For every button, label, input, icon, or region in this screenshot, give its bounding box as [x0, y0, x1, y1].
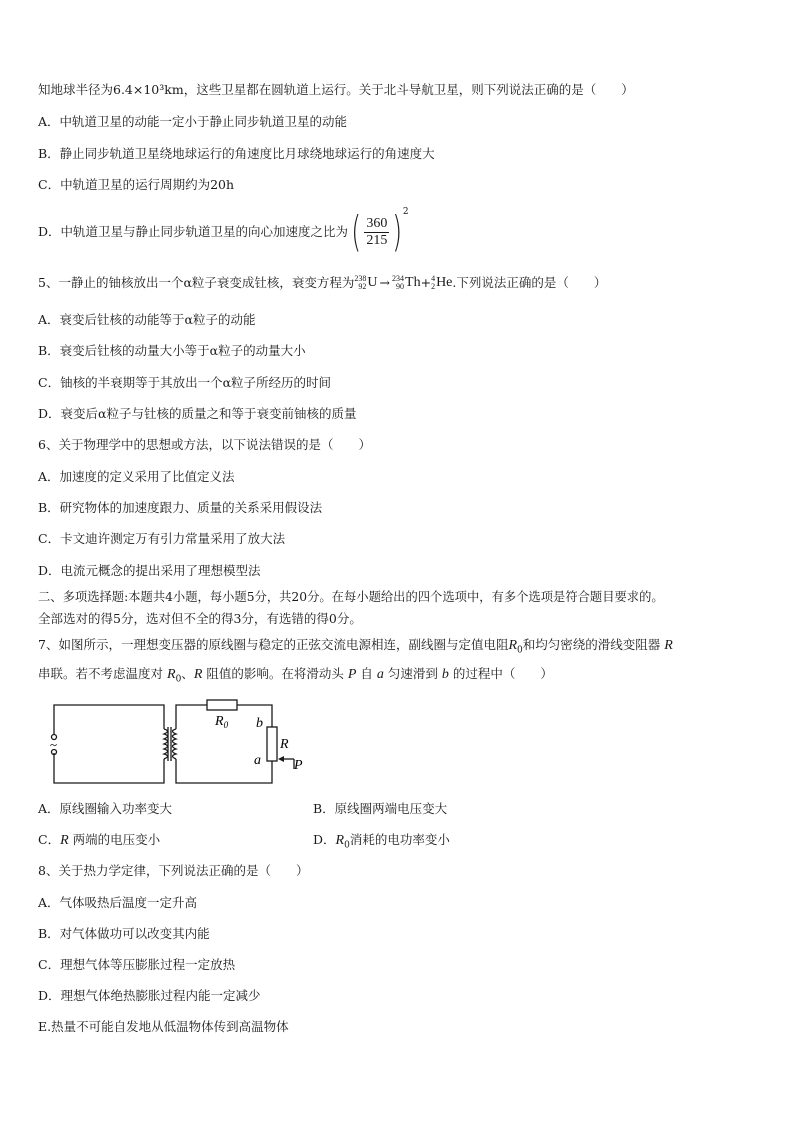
q5-stem-end: .下列说法正确的是（ ）: [452, 275, 607, 290]
primary-coil: [164, 729, 168, 759]
label-r: R: [280, 737, 289, 752]
q8-stem: 8、关于热力学定律，下列说法正确的是（ ）: [38, 863, 309, 878]
q4-option-b: B．静止同步轨道卫星绕地球运行的角速度比月球绕地球运行的角速度大: [38, 146, 435, 161]
q8-option-a: A．气体吸热后温度一定升高: [38, 895, 198, 910]
helium-nuclide: 4 2 He: [431, 274, 453, 291]
q4-option-c: C．中轨道卫星的运行周期约为20h: [38, 177, 235, 192]
q7-option-a: A．原线圈输入功率变大: [38, 801, 173, 816]
q7-stem-line1: 7、如图所示，一理想变压器的原线圈与稳定的正弦交流电源相连，副线圈与定值电阻$R_0$和均匀密绕的滑线变阻器 R: [38, 637, 673, 656]
q4-option-d: [38, 207, 412, 256]
q5-option-d: D．衰变后α粒子与钍核的质量之和等于衰变前铀核的质量: [38, 406, 357, 421]
fraction-numerator: 360: [366, 215, 388, 231]
q8-option-e: E.热量不可能自发地从低温物体传到高温物体: [38, 1019, 289, 1034]
exponent: 2: [402, 207, 409, 217]
q7-stem-line2: 串联。若不考虑温度对 $R_0$、R 阻值的影响。在将滑动头 P 自 a 匀速滑到 b 的过程中（ ）: [38, 666, 553, 685]
label-p: P: [294, 758, 303, 773]
label-r0: $R_0$: [215, 714, 229, 730]
q7-option-b: B．原线圈两端电压变大: [313, 801, 448, 816]
fraction-denominator: 215: [366, 232, 388, 248]
q4-option-a: A．中轨道卫星的动能一定小于静止同步轨道卫星的动能: [38, 114, 348, 129]
section2-instructions-line1: 二、多项选择题:本题共4小题，每小题5分，共20分。在每小题给出的四个选项中，有多个选项是符合题目要求的。: [38, 590, 664, 604]
secondary-coil: [173, 729, 177, 759]
plus-sign: +: [420, 275, 432, 290]
label-b: b: [256, 716, 263, 731]
transformer-circuit-diagram: [44, 697, 334, 789]
q7-option-d: D．$R_0$消耗的电功率变小: [313, 832, 450, 851]
q5-stem-text: 5、一静止的铀核放出一个α粒子衰变成钍核，衰变方程为: [38, 275, 355, 290]
slider-arrow: [278, 756, 284, 762]
primary-wire-top: [54, 705, 164, 735]
q8-option-d: D．理想气体绝热膨胀过程内能一定减少: [38, 988, 261, 1003]
q6-option-c: C．卡文迪许测定万有引力常量采用了放大法: [38, 531, 286, 546]
thorium-nuclide: 234 90 Th: [392, 274, 421, 291]
q5-option-b: B．衰变后钍核的动量大小等于α粒子的动量大小: [38, 343, 306, 358]
ratio-expression: ( $\frac{360}{215}$ ) 2: [348, 211, 412, 253]
q5-stem: [38, 275, 606, 291]
primary-wire-bottom: [54, 753, 164, 783]
rheostat-r: [267, 727, 277, 761]
secondary-wire-top-right: [237, 705, 272, 727]
fraction: [364, 216, 389, 249]
q6-option-a: A．加速度的定义采用了比值定义法: [38, 469, 235, 484]
q6-option-d: D．电流元概念的提出采用了理想模型法: [38, 563, 261, 578]
q5-option-a: A．衰变后钍核的动能等于α粒子的动能: [38, 312, 256, 327]
uranium-nuclide: 238 92 U: [354, 274, 378, 291]
q6-stem: 6、关于物理学中的思想或方法，以下说法错误的是（ ）: [38, 437, 371, 452]
q4-option-d-text: D．中轨道卫星与静止同步轨道卫星的向心加速度之比为: [38, 224, 349, 239]
q6-option-b: B．研究物体的加速度跟力、质量的关系采用假设法: [38, 500, 323, 515]
q7-option-c: C．R 两端的电压变小: [38, 832, 161, 848]
q4-stem-tail: 知地球半径为6.4×10³km，这些卫星都在圆轨道上运行。关于北斗导航卫星，则下列说法正确的是（ ）: [38, 82, 634, 97]
secondary-wire-top-left: [176, 705, 207, 729]
section2-instructions-line2: 全部选对的得5分，选对但不全的得3分，有选错的得0分。: [38, 611, 362, 626]
q5-option-c: C．铀核的半衰期等于其放出一个α粒子所经历的时间: [38, 375, 332, 390]
resistor-r0: [207, 700, 237, 710]
q8-option-b: B．对气体做功可以改变其内能: [38, 926, 210, 941]
ac-source-symbol: ~: [50, 737, 58, 752]
label-a: a: [254, 753, 261, 768]
decay-arrow: →: [379, 275, 391, 290]
q8-option-c: C．理想气体等压膨胀过程一定放热: [38, 957, 236, 972]
